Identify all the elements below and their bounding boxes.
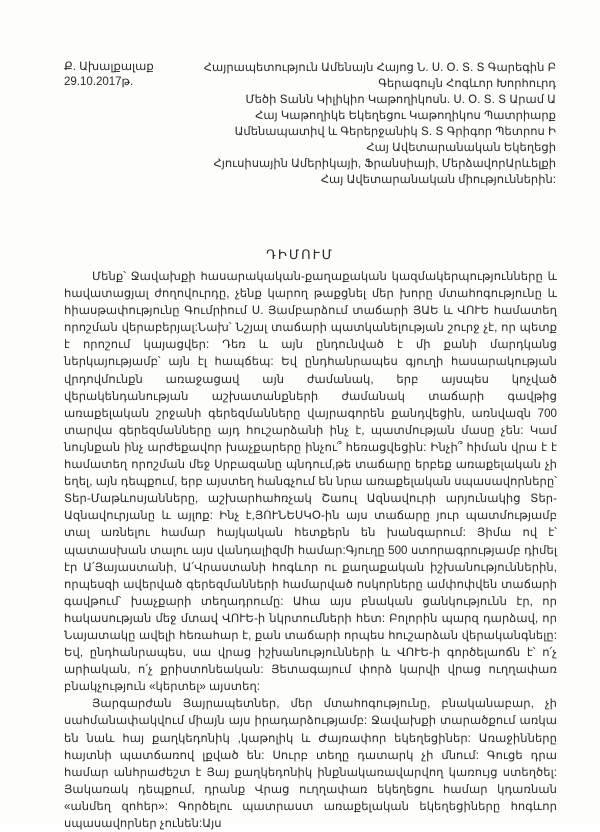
addressee-line: Հայրապետություն Ամենայն Հայոց Ն. Ս. Օ. Տ. Տ Գարեգին Բ bbox=[203, 62, 556, 74]
place-and-date bbox=[64, 60, 174, 90]
letter-body bbox=[64, 268, 557, 832]
date: 29.10.2017թ. bbox=[64, 76, 134, 88]
addressee-line: Հայ Ավետարանական Եկեղեցի bbox=[366, 142, 556, 154]
addressee-line: Հայ Կաթողիկե Եկեղեցու Կաթողիկոս Պատրիարք bbox=[255, 110, 556, 122]
addressee-line: Հյուսիսային Ամերիկայի, Ֆրանսիայի, ՄերձավորԱրևելքի bbox=[213, 158, 556, 170]
addressee-line: Ամենապատիվ և Գերերջանիկ Տ. Տ Գրիգոր Պետրոս Ի bbox=[234, 126, 556, 138]
body-paragraph: Յարգարժան Յայրապետներ, մեր մտահոգությունը, բնականաբար, չի սահմանափակվում միայն այս իրադարձությամբ: Ջավախքի տարածքում առկա են նաև հայ քաղկեդոնիկ ,կաթոլիկ և Ժայռափոր եկեղեցիներ: Առաջինները հայտնի պատճառով լքված են: Սուրբ տեղը դատարկ չի մնում: Գուցե դրա համար անհրաժեշտ է Յայ քաղկեդոնիկ ինքնակառավարվող կառույց ստեղծել: Յակառակ դեպքում, դրանք Վրաց ուղղափառ եկեղեցու համար կդառնան «անմեղ զոհեր»: Գործելու պատրաստ առաքելական եկեղեցիները հոգևոր սպասավորներ չունեն:Այս bbox=[64, 697, 557, 830]
body-paragraph: Մենք՝ Ջավախքի հասարակական-քաղաքական կազմակերպությունները և հավատացյալ ժողովուրդը, չենք կարող թաքցնել մեր խորը մտահոգությունը և հիասթափությունը Գումրիում Ս. Յամբարձում տաճարի ՅԱԵ և ՎՈՒԵ համատեղ որոշման վերաբերյալ:Նախ՝ Նշյալ տաճարի պատկանելության շուրջ չէ, որ պետք է որոշում կայացվեր: Դեռ և այն ընդունված է մի քանի մարդկանց ներկայությամբ՝ այն էլ հապճեպ: Եվ ընդհանրապես գյուղի հասարակության վրդովմունքն առաջացավ այն ժամանակ, երբ այսպես կոչված վերակենդանության աշխատանքների ժամանակ տաճարի գավթից առաքելական շրջանի գերեզմանները վայրագորեն քանդվեցին, առնվազն 700 տարվա գերեզմանները այդ հուշարձանի ինչ է, պատմության մասը չեն: Կամ նույնքան ինչ արժեքավոր խաչքարերը ինչու՞ հեռացվեցին: Ինչի՞ հիման վրա է է համատեղ որոշման մեջ Սրբազանը պնդում,թե տաճարը երբեք առաքելական չի եղել, այն դեպքում, երբ այստեղ հանգչում են նրա առաքելական սպասավորները՝ Տեր-Մաթևոսյանները, աշխարհահռչակ Շաուլ Ազնավուրի արյունակից Տեր-Ազնավուրյանը և այլոք: Ինչ է,ՅՈՒՆԵՍԿՕ-ին այս տաճարը յուր պատմությամբ տալ առնելու համար հայկական հետքերն են խանգարում: Յիմա ով է՝ պատասխան տալու այս վանդալիզմի համար:Գյուղը 500 ստորագրությամբ դիմել էր Ա՛Յայաստանի, Ա՛Վրաստանի հոգևոր ու քաղաքական իշխանություններին, որպեսզի ավերված գերեզմանների համարված ոսկորները ամփոփվեն տաճարի գավթում՝ խաչքարի տեղադրումը: Ահա այս բնական ցանկությունն էր, որ հակասության մեջ մտավ ՎՈՒԵ-ի նկրտումների հետ: Բոլորին պարզ դարձավ, որ Նայատակը ավելի հեռահար է, քան տաճարի որպես հուշարձան վերականգնելը: Եվ, ընդհանրապես, սա վրաց իշխանությունների և ՎՈՒԵ-ի գործելաոճն է՝ ո՛չ արիական, ո՛չ քրիստոնեական: Յետագայում փորձ կարվի վրաց ուղղափառ բնակչություն «կերտել» այստեղ: bbox=[64, 270, 557, 694]
place: Ք. Ախալքալաք bbox=[64, 61, 154, 73]
addressee-line: Մեծի Տանն Կիլիկիո Կաթողիկոսն. Ս. Օ. Տ. Տ Արամ Ա bbox=[245, 94, 556, 106]
document-title: ԴԻՄՈՒՄ bbox=[266, 247, 334, 262]
addressee-line: Գերագույն Հոգևոր Խորհուրդ bbox=[378, 78, 556, 90]
addressee-block bbox=[204, 60, 556, 188]
addressee-line: Հայ Ավետարանական միություններին: bbox=[320, 174, 556, 186]
